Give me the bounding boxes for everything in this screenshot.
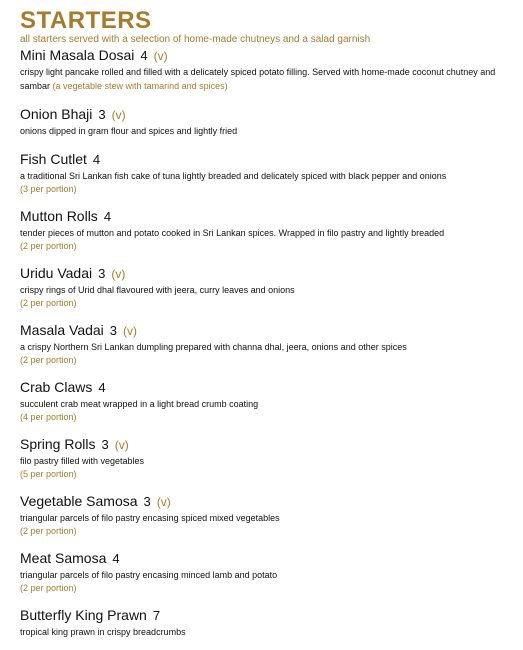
menu-item-portion: (4 per portion) <box>20 412 77 422</box>
menu-item-title-row <box>20 606 513 625</box>
page-subtitle: all starters served with a selection of home-made chutneys and a salad garnish <box>20 34 371 45</box>
menu-item-description: filo pastry filled with vegetables <box>20 456 145 466</box>
menu-item-price: 4 <box>92 152 101 167</box>
menu-item-veg-marker: (v) <box>153 49 168 63</box>
menu-item-title-row <box>20 105 513 124</box>
menu-item-description: onions dipped in gram flour and spices and lightly fried <box>20 126 238 136</box>
menu-item-name: Meat Samosa <box>20 550 107 566</box>
menu-item-price: 4 <box>112 551 120 566</box>
menu-item-title-row <box>20 207 513 226</box>
menu-item-title-row <box>20 549 513 568</box>
menu-item-title-row <box>20 378 513 397</box>
menu-item-description: succulent crab meat wrapped in a light bread crumb coating <box>20 399 259 409</box>
menu-item-title-row <box>20 321 513 340</box>
menu-item-portion: (5 per portion) <box>20 469 77 479</box>
menu-item-meat-samosa <box>20 549 513 594</box>
menu-item-vegetable-samosa <box>20 492 513 537</box>
menu-item-name: Uridu Vadai <box>20 265 93 281</box>
menu-item-veg-marker: (v) <box>123 324 138 338</box>
menu-item-portion: (3 per portion) <box>20 184 77 194</box>
menu-item-masala-vadai <box>20 321 513 366</box>
menu-item-fish-cutlet <box>20 150 513 195</box>
menu-item-portion: (2 per portion) <box>20 355 77 365</box>
menu-item-uridu-vadai <box>20 264 513 309</box>
menu-item-portion: (2 per portion) <box>20 526 77 536</box>
menu-item-price: 3 <box>143 494 151 509</box>
menu-item-title-row <box>20 492 513 511</box>
menu-item-portion: (2 per portion) <box>20 241 77 251</box>
menu-item-portion: (2 per portion) <box>20 583 77 593</box>
menu-item-price: 4 <box>98 380 106 395</box>
menu-item-name: Crab Claws <box>20 379 93 395</box>
menu-item-description-text: crispy light pancake rolled and filled with a delicately spiced potato filling. Served with home-made coconut chutney and sambar <box>20 67 496 91</box>
menu-item-description: triangular parcels of filo pastry encasing spiced mixed vegetables <box>20 513 280 523</box>
menu-item-portion: (2 per portion) <box>20 298 77 308</box>
menu-item-description: tender pieces of mutton and potato cooked in Sri Lankan spices. Wrapped in filo pastry and lightly breaded <box>20 228 445 238</box>
menu-item-mini-masala-dosai <box>20 46 513 93</box>
menu-item-onion-bhaji <box>20 105 513 138</box>
menu-item-veg-marker: (v) <box>156 495 171 509</box>
menu-item-title-row <box>20 150 513 169</box>
menu-item-description: triangular parcels of filo pastry encasing minced lamb and potato <box>20 570 278 580</box>
menu-item-description <box>20 65 513 93</box>
menu-item-name: Spring Rolls <box>20 436 96 452</box>
menu-item-description: a crispy Northern Sri Lankan dumpling prepared with channa dhal, jeera, onions and other spices <box>20 342 407 352</box>
menu-item-price: 3 <box>109 323 118 338</box>
menu-item-title-row <box>20 46 513 65</box>
menu-item-price: 3 <box>98 107 106 122</box>
menu-item-price: 3 <box>98 266 106 281</box>
menu-item-veg-marker: (v) <box>111 267 126 281</box>
menu-item-name: Masala Vadai <box>20 322 104 338</box>
menu-item-name: Vegetable Samosa <box>20 493 138 509</box>
menu-item-description: a traditional Sri Lankan fish cake of tuna lightly breaded and delicately spiced with black pepper and onions <box>20 171 447 181</box>
menu-item-spring-rolls <box>20 435 513 480</box>
menu-item-name: Mutton Rolls <box>20 208 98 224</box>
menu-item-mutton-rolls <box>20 207 513 252</box>
menu-item-crab-claws <box>20 378 513 423</box>
menu-item-name: Fish Cutlet <box>20 151 87 167</box>
menu-item-description-accent: (a vegetable stew with tamarind and spices) <box>50 81 228 91</box>
menu-item-description: crispy rings of Urid dhal flavoured with jeera, curry leaves and onions <box>20 285 295 295</box>
menu-item-title-row <box>20 264 513 283</box>
menu-item-name: Butterfly King Prawn <box>20 607 147 623</box>
menu-item-veg-marker: (v) <box>114 438 129 452</box>
menu-item-price: 7 <box>152 608 161 623</box>
menu-item-title-row <box>20 435 513 454</box>
menu-item-butterfly-king-prawn <box>20 606 513 639</box>
menu-item-name: Onion Bhaji <box>20 106 93 122</box>
page-title: STARTERS <box>20 7 152 34</box>
menu-item-price: 3 <box>101 437 109 452</box>
menu-item-description: tropical king prawn in crispy breadcrumbs <box>20 627 186 637</box>
menu-item-veg-marker: (v) <box>111 108 126 122</box>
menu-item-price: 4 <box>140 48 148 63</box>
menu-item-name: Mini Masala Dosai <box>20 47 135 63</box>
menu-item-price: 4 <box>103 209 112 224</box>
